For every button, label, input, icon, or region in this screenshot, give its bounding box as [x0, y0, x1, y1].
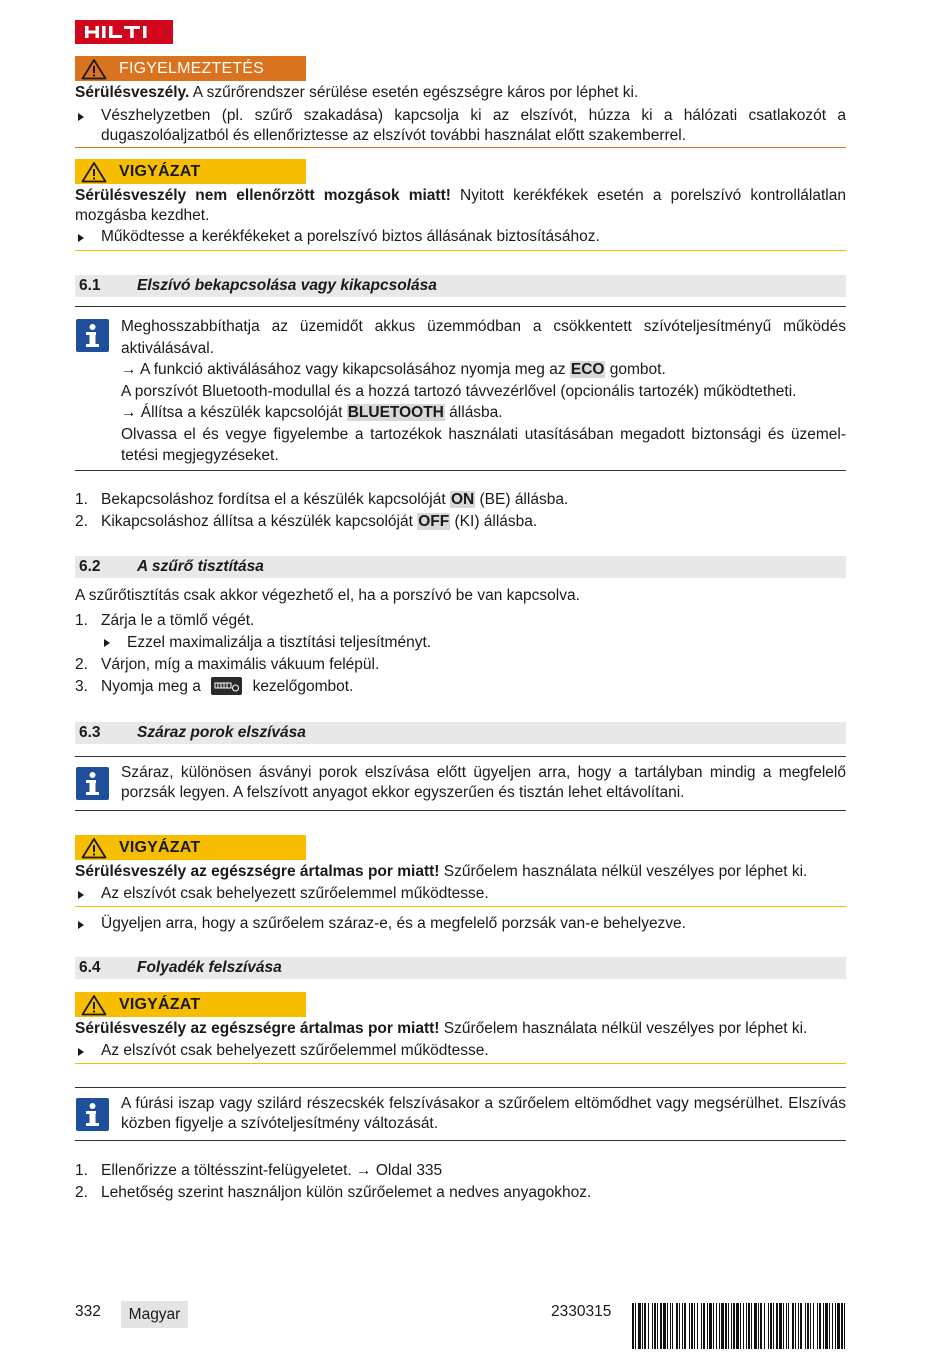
barcode-bar	[786, 1303, 787, 1349]
barcode-bar	[770, 1303, 772, 1349]
step-list-6-1	[75, 489, 846, 533]
info-top-rule	[75, 756, 846, 757]
step-number: 1.	[75, 612, 88, 629]
barcode-bar	[642, 1303, 643, 1349]
language-tab	[121, 1301, 188, 1328]
step-text-part: kezelőgombot.	[252, 678, 354, 695]
barcode-bar	[682, 1303, 683, 1349]
step-text	[101, 489, 568, 511]
barcode-bar	[792, 1303, 794, 1349]
list-item	[75, 1182, 846, 1204]
step-text: Zárja le a tömlő végét.	[101, 612, 255, 629]
barcode-bar	[748, 1303, 750, 1349]
info-text	[121, 402, 846, 424]
barcode-bar	[825, 1303, 828, 1349]
barcode-bar	[817, 1303, 818, 1349]
caution-bullet	[75, 884, 846, 904]
barcode-bar	[652, 1303, 653, 1349]
section-number: 6.1	[79, 277, 101, 294]
caution-lead: Sérülésveszély nem ellenőrzött mozgások miatt!	[75, 187, 451, 204]
barcode-bar	[829, 1303, 830, 1349]
barcode-bar	[654, 1303, 656, 1349]
caution-text	[75, 1019, 846, 1039]
warning-divider	[75, 147, 846, 148]
barcode-bar	[648, 1303, 649, 1349]
caution-body: Szűrőelem használata nélkül veszélyes por léphet ki.	[439, 1020, 808, 1037]
section-heading-6-1	[75, 275, 846, 297]
barcode-bar	[805, 1303, 806, 1349]
list-item	[75, 632, 846, 654]
barcode-bar	[844, 1303, 845, 1349]
barcode-bar	[657, 1303, 658, 1349]
step-number: 1.	[75, 1162, 88, 1179]
barcode-bar	[733, 1303, 735, 1349]
info-icon	[76, 1098, 109, 1131]
step-number: 1.	[75, 491, 88, 508]
list-item	[75, 1160, 846, 1182]
barcode-bar	[795, 1303, 796, 1349]
step-text-part: (BE) állásba.	[475, 491, 569, 508]
barcode-bar	[776, 1303, 778, 1349]
warning-lead: Sérülésveszély.	[75, 84, 190, 101]
warning-label: FIGYELMEZTETÉS	[119, 59, 265, 77]
bullet-marker-icon	[78, 1048, 84, 1056]
caution-body: Szűrőelem használata nélkül veszélyes por léphet ki.	[439, 863, 808, 880]
barcode-bar	[798, 1303, 799, 1349]
barcode-bar	[660, 1303, 662, 1349]
eco-key-label: ECO	[570, 361, 605, 378]
barcode-bar	[716, 1303, 717, 1349]
barcode-bar	[719, 1303, 720, 1349]
barcode-bar	[672, 1303, 673, 1349]
section-number: 6.4	[79, 959, 101, 976]
barcode-bar	[768, 1303, 769, 1349]
step-number: 2.	[75, 656, 88, 673]
barcode-bar	[707, 1303, 708, 1349]
caution-label: VIGYÁZAT	[119, 162, 201, 180]
caution-body: Nyitott kerékfékek esetén a porelszívó kontrollálatlan mozgásba kezdhet.	[75, 187, 846, 224]
step-text-part: Bekapcsoláshoz fordítsa el a készülék kapcsolóját	[101, 491, 450, 508]
info-top-rule	[75, 1087, 846, 1088]
step-list-6-2	[75, 610, 846, 698]
barcode-bar	[689, 1303, 690, 1349]
section-title: Elszívó bekapcsolása vagy kikapcsolása	[137, 277, 437, 294]
barcode-bar	[670, 1303, 671, 1349]
info-top-rule	[75, 306, 846, 307]
barcode-bar	[684, 1303, 686, 1349]
warning-bullet-text: Vészhelyzetben (pl. szűrő szakadása) kapcsolja ki az elszívót, húzza ki a hálózati csatlakozót a dugaszolóaljzatból és ellenőriztesse az elszívót további használat előtt szakemberrel.	[101, 107, 846, 144]
caution-divider	[75, 1063, 846, 1064]
caution-lead: Sérülésveszély az egészségre ártalmas por miatt!	[75, 863, 440, 880]
barcode-bar	[731, 1303, 732, 1349]
list-item	[75, 511, 846, 533]
section-intro: A szűrőtisztítás csak akkor végezhető el, ha a porszívó be van kapcsolva.	[75, 587, 580, 604]
barcode-bar	[644, 1303, 646, 1349]
warning-bullet	[75, 106, 846, 146]
bullet-marker-icon	[78, 234, 84, 242]
bluetooth-key-label: BLUETOOTH	[347, 404, 444, 421]
section-number: 6.3	[79, 724, 101, 741]
caution-bullet-text: Működtesse a kerékfékeket a porelszívó biztos állásának biztosításához.	[101, 228, 600, 245]
section-title: Folyadék felszívása	[137, 959, 282, 976]
document-code: 2330315	[551, 1303, 612, 1320]
info-text: Száraz, különösen ásványi porok elszívása előtt ügyeljen arra, hogy a tartályban mindig a megfelelő porzsák legyen. A felszívott anyagot ekkor egyszerűen és tisztán lehet eltávolítani.	[121, 764, 846, 801]
barcode-bar	[783, 1303, 784, 1349]
info-text: Olvassa el és vegye figyelembe a tartozékok használati utasításában megadott biztonsági és üzemel-tetési megjegyzéseket.	[121, 425, 846, 464]
barcode-bar	[758, 1303, 759, 1349]
barcode-bar	[691, 1303, 693, 1349]
warning-triangle-icon	[81, 994, 107, 1016]
caution-banner	[75, 159, 306, 184]
barcode-bar	[635, 1303, 636, 1349]
bullet-marker-icon	[78, 921, 84, 929]
info-text: A porszívót Bluetooth-modullal és a hozzá tartozó távvezérlővel (opcionális tartozék) működtetheti.	[121, 382, 797, 400]
warning-triangle-icon	[81, 58, 107, 80]
off-key-label: OFF	[418, 513, 450, 530]
barcode-bar	[788, 1303, 789, 1349]
barcode-bar	[676, 1303, 678, 1349]
step-number: 3.	[75, 678, 88, 695]
barcode-bar	[721, 1303, 724, 1349]
section-number: 6.2	[79, 558, 101, 575]
section-title: A szűrő tisztítása	[137, 558, 264, 575]
caution-text	[75, 186, 846, 226]
barcode-bar	[813, 1303, 814, 1349]
barcode-bar	[709, 1303, 712, 1349]
bullet-marker-icon	[78, 891, 84, 899]
instruction-text: Ügyeljen arra, hogy a szűrőelem száraz-e, és a megfelelő porzsák van-e behelyezve.	[101, 915, 686, 932]
section-heading-6-4	[75, 957, 846, 979]
info-text-part: → A funkció aktiválásához vagy kikapcsolásához nyomja meg az	[121, 361, 570, 378]
caution-banner	[75, 992, 306, 1017]
info-text-part: → Állítsa a készülék kapcsolóját	[121, 404, 347, 421]
barcode-bar	[728, 1303, 729, 1349]
barcode-bar	[760, 1303, 762, 1349]
barcode-bar	[701, 1303, 702, 1349]
section-title: Száraz porok elszívása	[137, 724, 306, 741]
bullet-marker-icon	[78, 113, 84, 121]
step-text	[101, 511, 537, 533]
language-label: Magyar	[128, 1305, 181, 1323]
caution-bullet	[75, 1041, 846, 1061]
caution-bullet-text: Az elszívót csak behelyezett szűrőelemmel működtesse.	[101, 1042, 489, 1059]
barcode-bar	[823, 1303, 824, 1349]
caution-banner	[75, 835, 306, 860]
warning-banner	[75, 56, 306, 81]
warning-triangle-icon	[81, 837, 107, 859]
info-text: Meghosszabbíthatja az üzemidőt akkus üzemmódban a csökkentett szívóteljesítményű működés aktiválásával.	[121, 318, 846, 357]
info-text: A fúrási iszap vagy szilárd részecskék felszívásakor a szűrőelem eltömődhet vagy megsérülhet. Elszívás közben figyelje a szívóteljesítmény változását.	[121, 1095, 846, 1132]
barcode-bar	[632, 1303, 634, 1349]
barcode-bar	[807, 1303, 809, 1349]
barcode-bar	[764, 1303, 765, 1349]
caution-divider	[75, 250, 846, 251]
barcode-bar	[773, 1303, 774, 1349]
step-text-part: Nyomja meg a	[101, 678, 201, 695]
step-result: Ezzel maximalizálja a tisztítási teljesítményt.	[127, 634, 432, 651]
info-text-part: állásba.	[444, 404, 503, 421]
info-bottom-rule	[75, 810, 846, 811]
info-block-6-1	[121, 316, 846, 467]
step-text: Ellenőrizze a töltésszint-felügyeletet. → Oldal 335	[101, 1162, 443, 1179]
barcode-icon	[632, 1303, 846, 1349]
barcode-bar	[743, 1303, 744, 1349]
instruction-bullet	[75, 914, 846, 934]
info-icon	[76, 767, 109, 800]
barcode-bar	[800, 1303, 802, 1349]
list-item	[75, 654, 846, 676]
caution-lead: Sérülésveszély az egészségre ártalmas por miatt!	[75, 1020, 440, 1037]
barcode-bar	[832, 1303, 833, 1349]
barcode-bar	[725, 1303, 727, 1349]
barcode-bar	[819, 1303, 821, 1349]
barcode-bar	[694, 1303, 695, 1349]
warning-body: A szűrőrendszer sérülése esetén egészségre káros por léphet ki.	[189, 84, 639, 101]
step-text: Várjon, míg a maximális vákuum felépül.	[101, 656, 380, 673]
barcode-bar	[697, 1303, 698, 1349]
barcode-bar	[837, 1303, 840, 1349]
barcode-bar	[779, 1303, 782, 1349]
list-item	[75, 489, 846, 511]
filter-clean-button-icon	[211, 677, 242, 695]
list-item	[75, 610, 846, 632]
barcode-bar	[713, 1303, 714, 1349]
barcode-bar	[841, 1303, 843, 1349]
caution-bullet-text: Az elszívót csak behelyezett szűrőelemmel működtesse.	[101, 885, 489, 902]
info-icon	[76, 319, 109, 352]
info-bottom-rule	[75, 470, 846, 471]
barcode-bar	[667, 1303, 668, 1349]
step-number: 2.	[75, 513, 88, 530]
barcode-bar	[679, 1303, 680, 1349]
barcode-bar	[754, 1303, 757, 1349]
barcode-bar	[751, 1303, 752, 1349]
barcode-bar	[835, 1303, 836, 1349]
step-list-6-4	[75, 1160, 846, 1204]
bullet-marker-icon	[104, 639, 110, 647]
info-text-part: gombot.	[605, 361, 666, 378]
barcode-bar	[810, 1303, 811, 1349]
barcode-bar	[736, 1303, 739, 1349]
page-number: 332	[75, 1303, 101, 1320]
caution-text	[75, 862, 846, 882]
on-key-label: ON	[450, 491, 475, 508]
info-text	[121, 359, 846, 381]
hilti-logo	[75, 20, 173, 44]
barcode-bar	[703, 1303, 705, 1349]
warning-text	[75, 83, 846, 103]
step-text-part: (KI) állásba.	[450, 513, 538, 530]
barcode-bar	[663, 1303, 666, 1349]
warning-triangle-icon	[81, 161, 107, 183]
section-heading-6-3	[75, 722, 846, 744]
info-bottom-rule	[75, 1140, 846, 1141]
barcode-bar	[740, 1303, 741, 1349]
list-item	[75, 676, 846, 698]
step-text: Lehetőség szerint használjon külön szűrőelemet a nedves anyagokhoz.	[101, 1184, 592, 1201]
caution-bullet	[75, 227, 846, 247]
step-number: 2.	[75, 1184, 88, 1201]
section-heading-6-2	[75, 556, 846, 578]
caution-label: VIGYÁZAT	[119, 838, 201, 856]
caution-divider	[75, 906, 846, 907]
step-text	[101, 676, 353, 698]
step-text-part: Kikapcsoláshoz állítsa a készülék kapcsolóját	[101, 513, 418, 530]
barcode-bar	[638, 1303, 641, 1349]
caution-label: VIGYÁZAT	[119, 995, 201, 1013]
barcode-bar	[746, 1303, 747, 1349]
